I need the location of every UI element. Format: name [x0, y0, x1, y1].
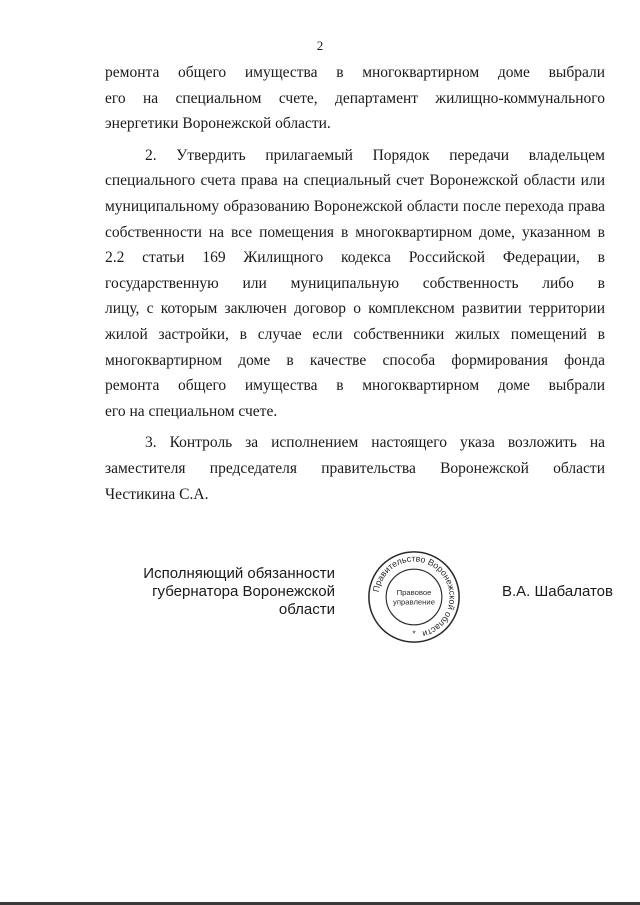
paragraph-3 — [105, 430, 605, 507]
text-line: его на специальном счете, департамент жилищно-коммунального — [105, 89, 605, 107]
text-line: 2.2 статьи 169 Жилищного кодекса Российской Федерации, в — [105, 249, 605, 267]
signatory-title-line: Исполняющий обязанности — [143, 565, 335, 582]
text-line: 2. Утвердить прилагаемый Порядок передачи владельцем — [145, 146, 605, 164]
stamp-ring-text-path: Правительство Воронежской области — [370, 553, 458, 640]
paragraph-1 — [105, 60, 605, 137]
signatory-title — [120, 565, 335, 619]
text-line: заместителя председателя правительства Воронежской области — [105, 459, 605, 477]
signatory-name: В.А. Шабалатов — [502, 583, 613, 600]
text-line: его на специальном счете. — [105, 402, 278, 420]
text-line: государственную или муниципальную собственность либо в — [105, 274, 605, 292]
text-line: специального счета права на специальный счет Воронежской области или — [105, 172, 605, 190]
text-line: 3. Контроль за исполнением настоящего указа возложить на — [145, 434, 605, 452]
text-line: собственности на все помещения в многоквартирном доме, указанном в — [105, 223, 605, 241]
page-number: 2 — [316, 38, 324, 53]
text-line: энергетики Воронежской области. — [105, 115, 331, 133]
document-body — [105, 60, 605, 507]
signature-block — [0, 565, 640, 645]
text-line: муниципальному образованию Воронежской области после перехода права — [105, 197, 605, 215]
text-line: Честикина С.А. — [105, 485, 209, 503]
text-line: ремонта общего имущества в многоквартирном доме выбрали — [105, 377, 605, 395]
stamp-center-line: управление — [393, 597, 435, 607]
text-line: жилой застройки, в случае если собственники жилых помещений в — [105, 325, 605, 343]
signatory-title-line: губернатора Воронежской области — [152, 583, 335, 618]
paragraph-2 — [105, 143, 605, 425]
text-line: лицу, с которым заключен договор о комплексном развитии территории — [105, 300, 605, 318]
text-line: многоквартирном доме в качестве способа формирования фонда — [105, 351, 605, 369]
text-line: ремонта общего имущества в многоквартирном доме выбрали — [105, 64, 605, 81]
stamp-center-line: Правовое — [396, 588, 432, 598]
legal-department-stamp — [366, 549, 462, 645]
stamp-star-icon: * — [412, 628, 416, 639]
